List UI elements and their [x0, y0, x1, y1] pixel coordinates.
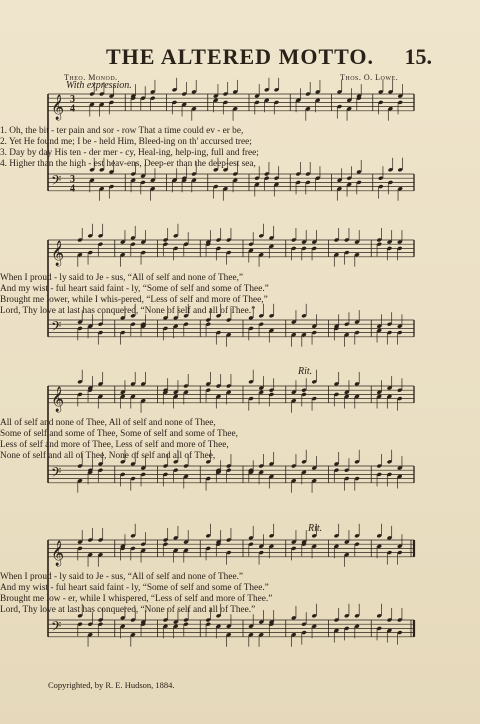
lyric-line: And my wist - ful heart said faint - ly, “Some of self and some of Thee.” — [0, 284, 269, 294]
lyric-line: Brought me lower, while I whis-pered, “Less of self and more of Thee,” — [0, 295, 268, 305]
treble-clef-icon: 𝄞 — [51, 240, 65, 266]
lyric-line: Lord, Thy love at last has conquered, “None of self and all of Thee.” — [0, 306, 256, 316]
lyric-line: All of self and none of Thee, All of self and none of Thee, — [0, 418, 216, 428]
expression-marking: With expression. — [66, 80, 132, 91]
lyric-line: None of self and all of Thee, None of self and all of Thee, — [0, 451, 216, 461]
treble-clef-icon: 𝄞 — [51, 386, 65, 412]
rit-marking: Rit. — [298, 366, 313, 377]
rit-marking: Rit. — [308, 523, 323, 534]
time-signature: 4 — [70, 183, 75, 195]
lyric-line: 3. Day by day His ten - der mer - cy, Heal-ing, help-ing, full and free; — [0, 148, 259, 158]
bass-clef-icon: 𝄢 — [51, 172, 62, 192]
lyric-line: 1. Oh, the bit - ter pain and sor - row That a time could ev - er be, — [0, 126, 244, 136]
lyric-line: And my wist - ful heart said faint - ly, “Some of self and some of Thee.” — [0, 583, 269, 593]
hymn-title: THE ALTERED MOTTO. — [105, 44, 375, 69]
lyric-line: When I proud - ly said to Je - sus, “All of self and none of Thee,” — [0, 273, 244, 283]
page-number: 15. — [404, 44, 432, 69]
time-signature: 4 — [70, 103, 75, 115]
copyright-notice: Copyrighted, by R. E. Hudson, 1884. — [48, 680, 175, 690]
bass-clef-icon: 𝄢 — [51, 618, 62, 638]
lyric-line: Brought me low - er, while I whispered, “Less of self and more of Thee.” — [0, 594, 273, 604]
composer-credit: Thos. O. Lowe. — [340, 73, 399, 82]
lyric-line: 2. Yet He found me; I be - held Him, Bleed-ing on th' accursed tree; — [0, 137, 252, 147]
treble-clef-icon: 𝄞 — [51, 540, 65, 566]
lyric-line: When I proud - ly said to Je - sus, “All of self and none of Thee.” — [0, 572, 244, 582]
bass-clef-icon: 𝄢 — [51, 318, 62, 338]
treble-clef-icon: 𝄞 — [51, 94, 65, 120]
time-signature: 3 — [70, 93, 75, 105]
lyric-line: Some of self and some of Thee, Some of self and some of Thee, — [0, 429, 238, 439]
lyric-line: Less of self and more of Thee, Less of self and more of Thee, — [0, 440, 229, 450]
lyric-line: 4. Higher than the high - est heav-ens, Deep-er than the deep-est sea, — [0, 159, 256, 169]
time-signature: 3 — [70, 173, 75, 185]
lyricist-credit: Theo. Monod. — [64, 73, 118, 82]
lyric-line: Lord, Thy love at last has conquered, “None of self and all of Thee.” — [0, 605, 256, 615]
bass-clef-icon: 𝄢 — [51, 464, 62, 484]
